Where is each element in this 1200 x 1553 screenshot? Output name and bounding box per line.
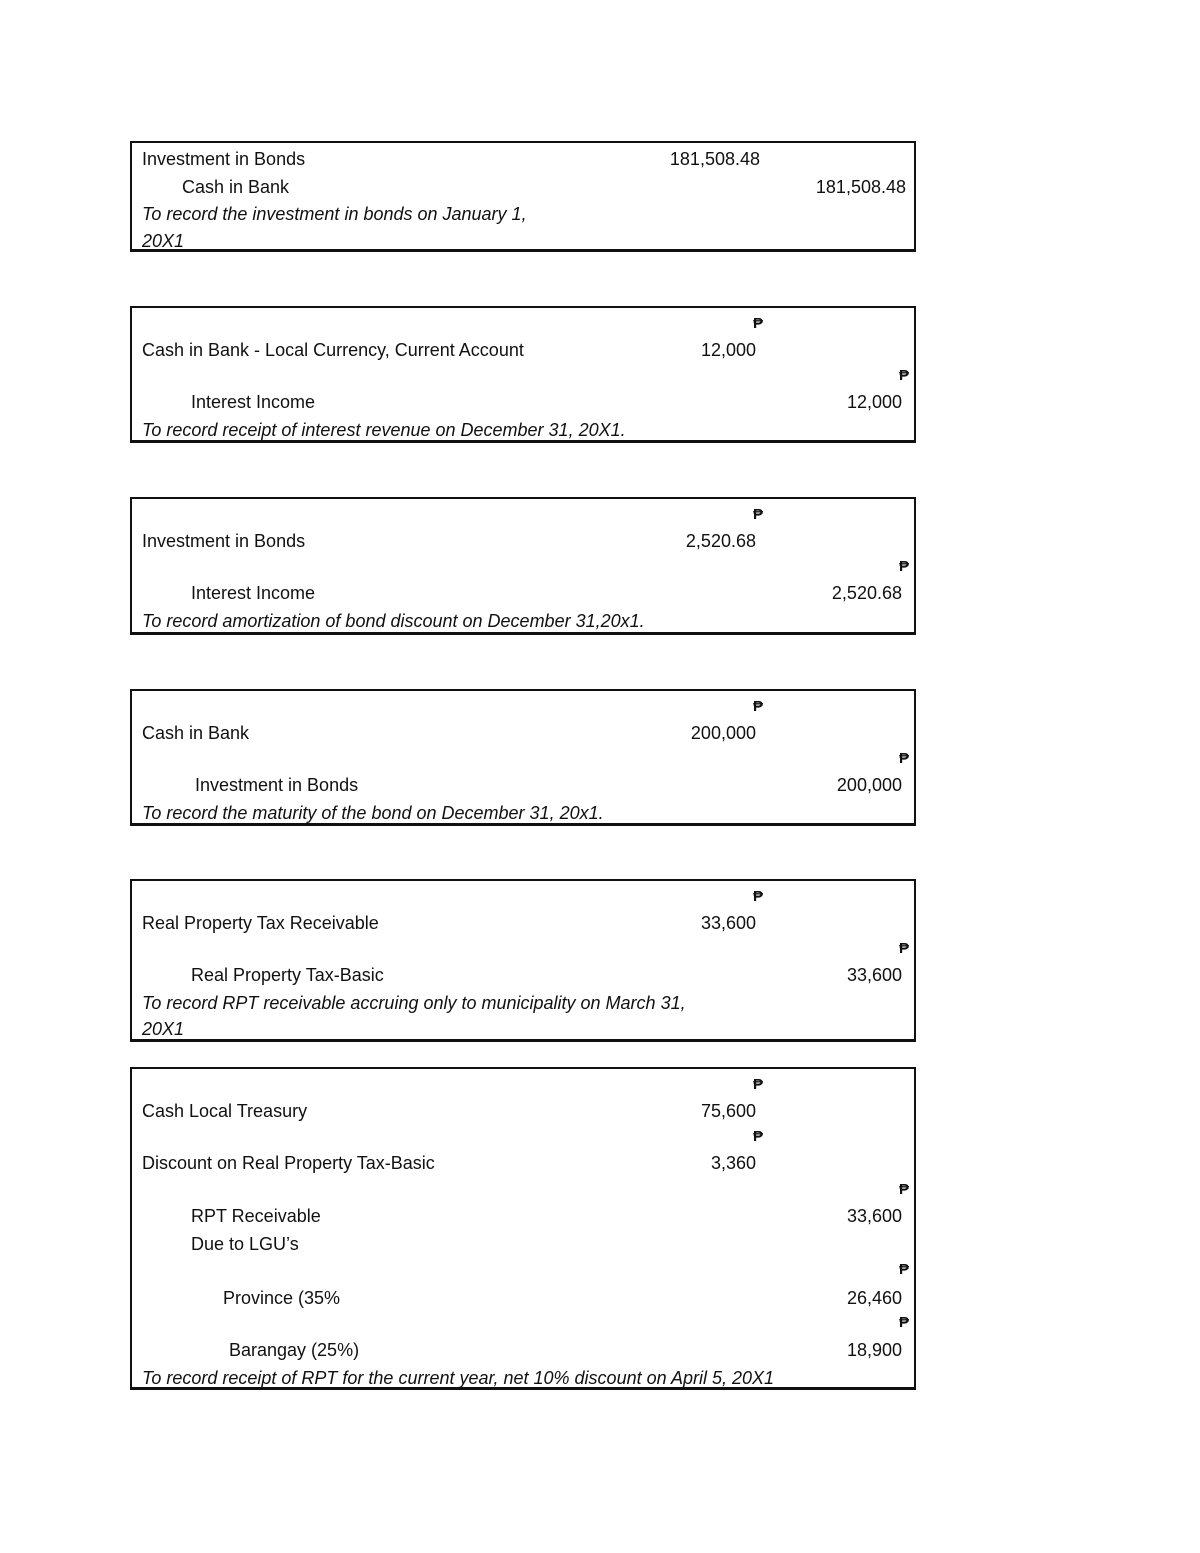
credit-amount: 2,520.68: [831, 583, 902, 603]
peso-sign: ₱: [899, 367, 910, 384]
debit-account: Real Property Tax Receivable: [142, 913, 379, 933]
entry-memo: To record RPT receivable accruing only to municipality on March 31,: [142, 993, 686, 1013]
credit-amount: 26,460: [846, 1288, 902, 1308]
debit-account: Cash in Bank - Local Currency, Current Account: [142, 340, 524, 360]
peso-sign: ₱: [899, 750, 910, 767]
peso-sign: ₱: [899, 940, 910, 957]
debit-amount: 12,000: [700, 340, 756, 360]
credit-amount: 200,000: [836, 775, 902, 795]
peso-sign: ₱: [899, 1261, 910, 1278]
entry-memo: To record the maturity of the bond on December 31, 20x1.: [142, 803, 604, 823]
debit-account: Investment in Bonds: [142, 149, 306, 169]
peso-sign: ₱: [753, 1128, 764, 1145]
credit-account: Interest Income: [191, 392, 316, 412]
peso-sign: ₱: [753, 888, 764, 905]
debit-amount: 200,000: [690, 723, 756, 743]
credit-amount: 18,900: [846, 1340, 902, 1360]
credit-account: Investment in Bonds: [195, 775, 359, 795]
journal-entry-4: [130, 689, 916, 826]
entry-memo: To record amortization of bond discount on December 31,20x1.: [142, 611, 645, 631]
debit-account: Cash Local Treasury: [142, 1101, 308, 1121]
debit-account: Cash in Bank: [142, 723, 250, 743]
credit-amount: 33,600: [846, 965, 902, 985]
journal-entry-5: [130, 879, 916, 1042]
entry-memo: To record the investment in bonds on January 1,: [142, 204, 527, 224]
entry-memo-continued: 20X1: [142, 1019, 185, 1039]
entry-memo-continued: 20X1: [142, 231, 185, 251]
credit-amount: 181,508.48: [815, 177, 906, 197]
peso-sign: ₱: [899, 558, 910, 575]
peso-sign: ₱: [753, 506, 764, 523]
credit-amount: 12,000: [846, 392, 902, 412]
journal-entry-1: [130, 141, 916, 252]
peso-sign: ₱: [899, 1181, 910, 1198]
peso-sign: ₱: [753, 315, 764, 332]
journal-entry-2: [130, 306, 916, 443]
entry-memo: To record receipt of RPT for the current year, net 10% discount on April 5, 20X1: [142, 1368, 775, 1388]
debit-amount: 2,520.68: [685, 531, 756, 551]
debit-account: Investment in Bonds: [142, 531, 306, 551]
entry-memo: To record receipt of interest revenue on December 31, 20X1.: [142, 420, 626, 440]
debit-amount: 33,600: [700, 913, 756, 933]
journal-entry-6: [130, 1067, 916, 1390]
credit-group-label: Due to LGU’s: [191, 1234, 299, 1254]
credit-account: Interest Income: [191, 583, 316, 603]
credit-account: Province (35%: [223, 1288, 341, 1308]
debit-account: Discount on Real Property Tax-Basic: [142, 1153, 435, 1173]
credit-account: RPT Receivable: [191, 1206, 321, 1226]
credit-account: Cash in Bank: [182, 177, 290, 197]
journal-entry-3: [130, 497, 916, 635]
debit-amount: 181,508.48: [669, 149, 760, 169]
credit-account: Barangay (25%): [229, 1340, 360, 1360]
peso-sign: ₱: [753, 1076, 764, 1093]
debit-amount: 75,600: [700, 1101, 756, 1121]
credit-account: Real Property Tax-Basic: [191, 965, 384, 985]
peso-sign: ₱: [753, 698, 764, 715]
debit-amount: 3,360: [710, 1153, 756, 1173]
credit-amount: 33,600: [846, 1206, 902, 1226]
peso-sign: ₱: [899, 1314, 910, 1331]
